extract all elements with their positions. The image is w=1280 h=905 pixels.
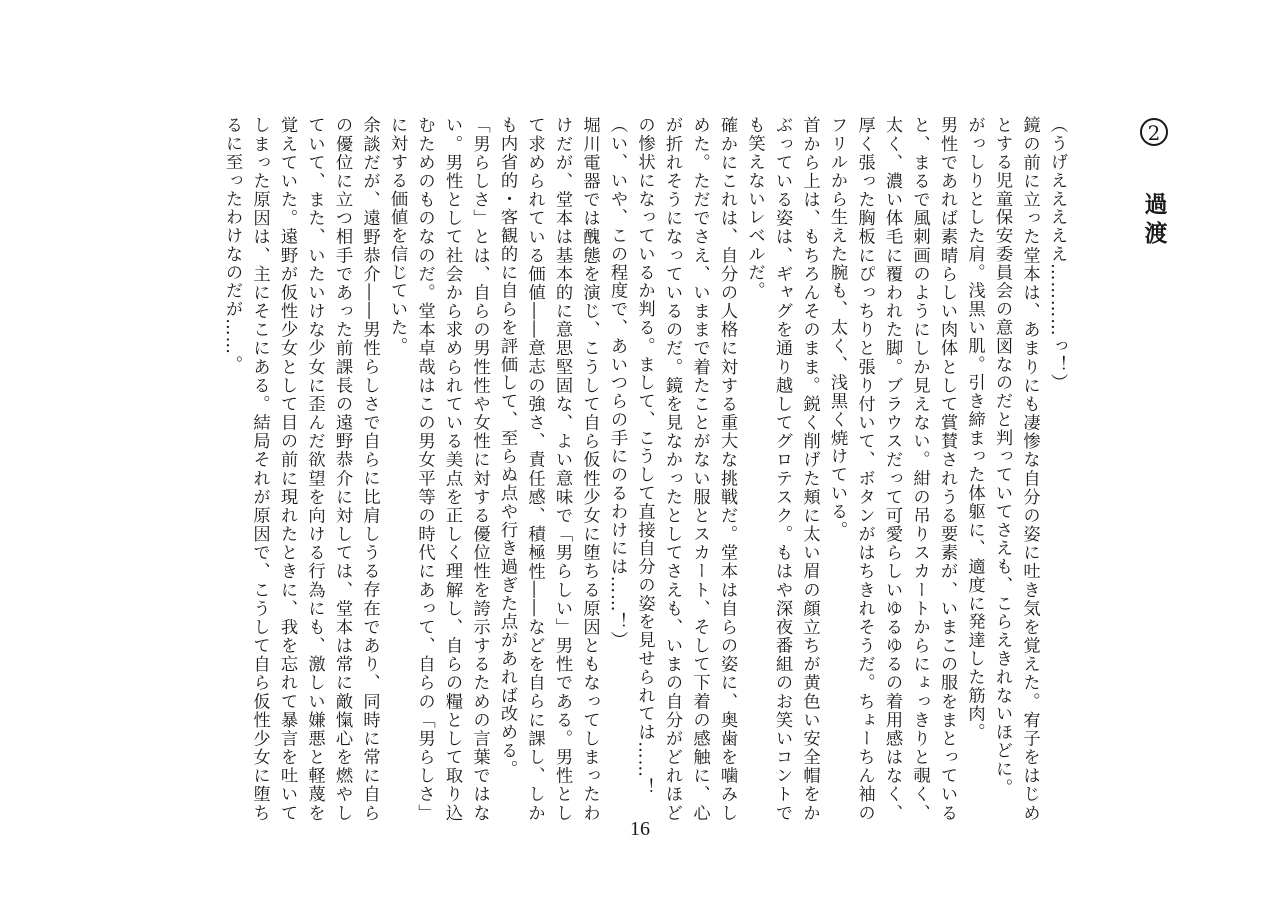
paragraph: 確かにこれは、自分の人格に対する重大な挑戦だ。堂本は自らの姿に、奥歯を噛みしめた。ただでさえ、いままで着たことがない服とスカート、そして下着の感触に、心が折れそうになっているのだ。鏡を見なかったとしてさえも、いまの自分がどれほどの惨状になっているか判る。まして、こうして直接自分の姿を見せられては……！ <box>634 116 737 822</box>
paragraph: （うげえええええ…………っ！） <box>1047 116 1067 392</box>
body-text <box>90 116 1070 822</box>
chapter-heading <box>1140 118 1168 250</box>
paragraph: 余談だが、遠野恭介――男性らしさで自らに比肩しうる存在であり、同時に常に自らの優位に立つ相手であった前課長の遠野恭介に対しては、堂本は常に敵愾心を燃やしていて、また、いたいけな少女に歪んだ欲望を向ける行為にも、激しい嫌悪と軽蔑を覚えていた。遠野が仮性少女として目の前に現れたときに、我を忘れて暴言を吐いてしまった原因は、主にそこにある。結局それが原因で、こうして自ら仮性少女に堕ちるに至ったわけなのだが……。 <box>222 116 380 822</box>
paragraph: がっしりとした肩。浅黒い肌。引き締まった体躯に、適度に発達した筋肉。 <box>964 116 985 742</box>
paragraph: 「男らしさ」とは、自らの男性性や女性に対する優位性を誇示するための言葉ではない。男性として社会から求められている美点を正しく理解し、自らの糧として取り込むためのものなのだ。堂本卓哉はこの男女平等の時代にあって、自らの「男らしさ」に対する価値を信じていた。 <box>387 116 490 822</box>
paragraph: （い、いや、この程度で、あいつらの手にのるわけには……！） <box>607 116 627 650</box>
paragraph: 鏡の前に立った堂本は、あまりにも凄惨な自分の姿に吐き気を覚えた。宥子をはじめとする児童保安委員会の意図なのだと判っていてさえも、こらえきれないほどに。 <box>992 116 1040 822</box>
chapter-title: 過渡 <box>1140 192 1168 250</box>
chapter-number-circle: 2 <box>1140 118 1168 146</box>
page-number: 16 <box>630 818 650 840</box>
paragraph: 堀川電器では醜態を演じ、こうして自ら仮性少女に堕ちる原因ともなってしまったわけだが、堂本は基本的に意思堅固な、よい意味で「男らしい」男性である。男性として求められている価値――意志の強さ、責任感、積極性――などを自らに課し、しかも内省的・客観的に自らを評価して、至らぬ点や行き過ぎた点があれば改める。 <box>497 116 600 822</box>
paragraph: 首から上は、もちろんそのまま。鋭く削げた頬に太い眉の顔立ちが黄色い安全帽をかぶっている姿は、ギャグを通り越してグロテスク。もはや深夜番組のお笑いコントでも笑えないレベルだ。 <box>744 116 820 822</box>
paragraph: 男性であれば素晴らしい肉体として賞賛されうる要素が、いまこの服をまとっていると、まるで風刺画のようにしか見えない。紺の吊りスカートからにょっきりと覗く、太く、濃い体毛に覆われた脚。ブラウスだって可愛らしいゆるゆるの着用感はなく、厚く張った胸板にぴっちりと張り付いて、ボタンがはちきれそうだ。ちょーちん袖のフリルから生えた腕も、太く、浅黒く焼けている。 <box>827 116 957 822</box>
